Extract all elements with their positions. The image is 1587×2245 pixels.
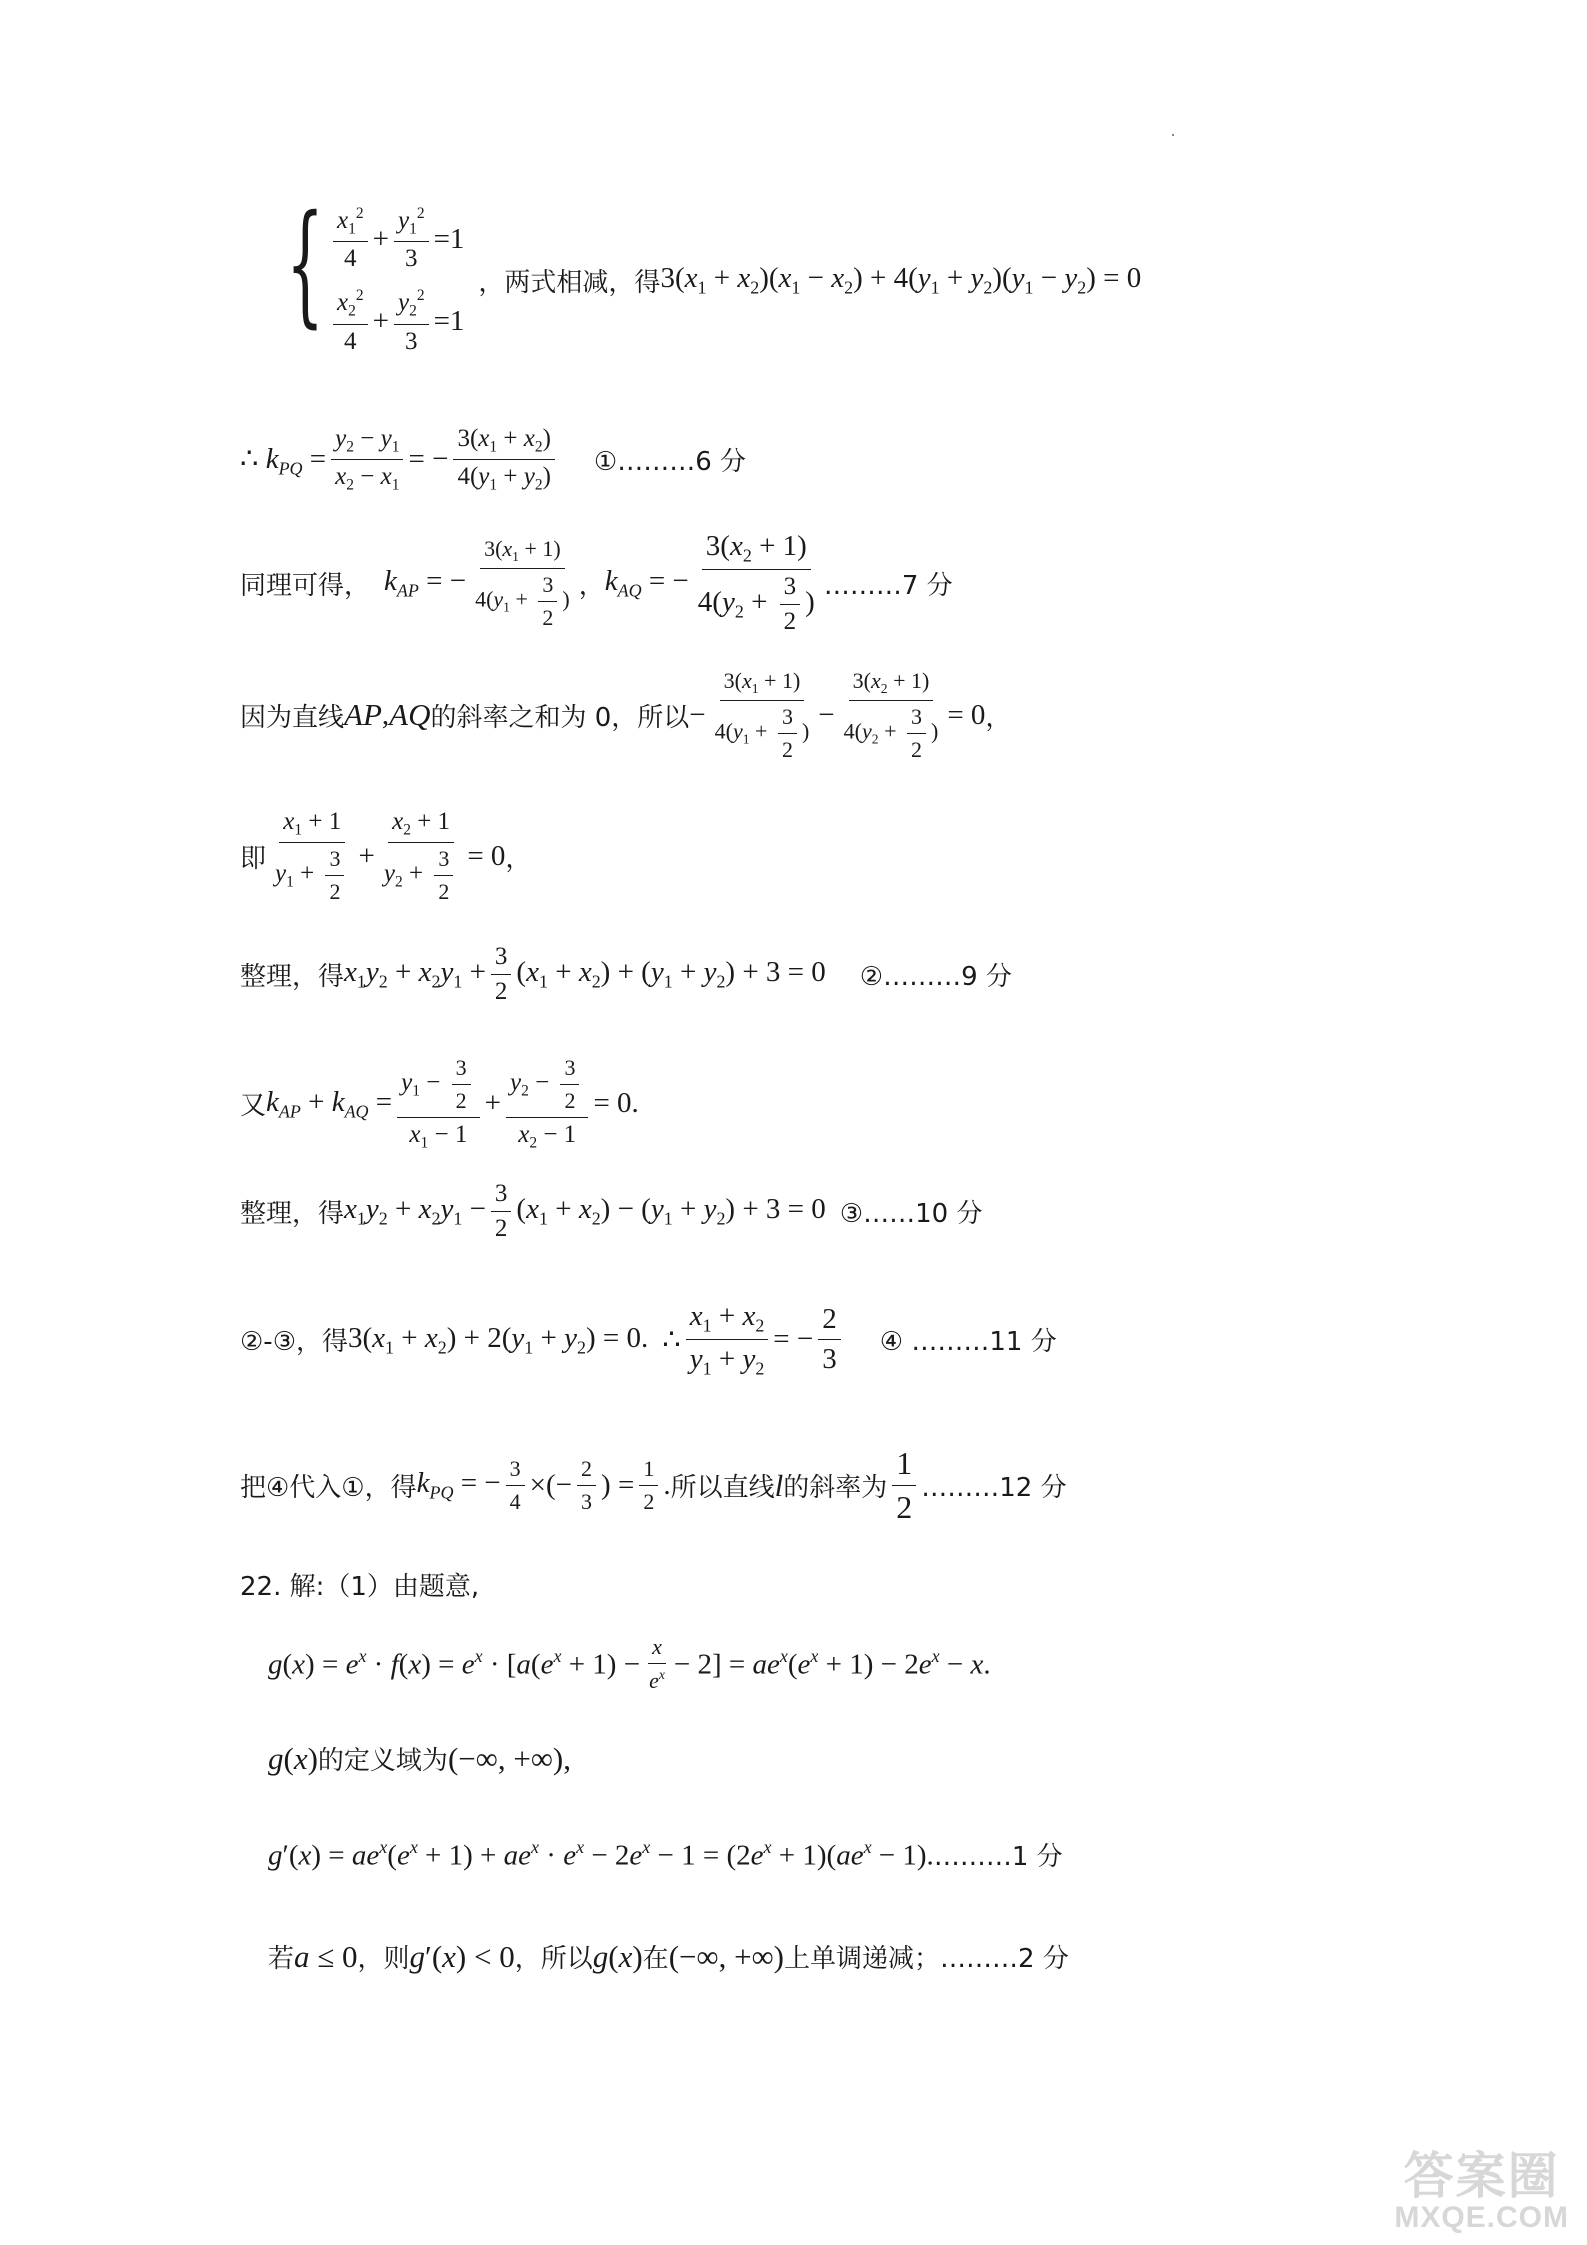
line-case-a-nonpositive: 若 a ≤ 0 ，则 g′(x) < 0 ，所以 g(x) 在 (−∞, +∞) 上单调递减； ………2 分: [268, 1938, 1069, 1974]
line15-d: 在: [642, 1944, 669, 1974]
line-eq4: ②-③，得 $3(x_1 + x_2) + 2(y_1 + y_2) = 0$. ∴ $\frac{x_1 + x_2}{y_1 + y_2}$ = − $\frac{2}{3}$ ④ ………11 分: [240, 1300, 1057, 1379]
line-eq2: 整理，得 $x_1y_2 + x_2y_1$ + $\frac{3}{2}$ $(x_1 + x_2) + (y_1 + y_2) + 3 = 0$ ②………9 分: [240, 943, 1012, 1005]
equation-system: { $\frac{x_1^2}{4}$ + $\frac{y_1^2}{3}$ =1 $\frac{x_2^2}{4}$ + $\frac{y_2^2}{3}$ =1: [286, 187, 465, 355]
line-derivative: $g'(x) = ae^x(e^x + 1) + ae^x \cdot e^x - 2e^x - 1 = (2e^x + 1)(ae^x - 1)$. ………1 分: [268, 1836, 1063, 1872]
line13-text: 的定义域为: [317, 1746, 448, 1776]
line-slope-sum: 因为直线 AP , AQ 的斜率之和为 0，所以 − $3(x_1 + 1)$ $4(y_1$ + $\frac{3}{2}$ ) − $3(x_2 + 1)$ $4(y_2$ + $\frac{3}{2}$ ) = 0 ，: [240, 668, 1012, 762]
line10-text: 所以直线: [670, 1473, 775, 1503]
line15-b: ，则: [357, 1944, 410, 1974]
line-kap-plus-kaq: 又 $k_{AP} + k_{AQ}$ = $y_1$ − $\frac{3}{2}$ $x_1 - 1$ + $y_2$ − $\frac{3}{2}$ $x_2 - 1$ = 0.: [240, 1055, 639, 1152]
line15-score: ………2 分: [940, 1944, 1069, 1974]
watermark-site: MXQE.COM: [1394, 2201, 1569, 2234]
watermark-logo: [1394, 2147, 1569, 2235]
line7-prefix: 又: [240, 1091, 267, 1122]
line-g-definition: $g(x) = e^x \cdot f(x) = e^x \cdot [a(e^x + 1)$ − $\frac{x}{e^x}$ − $2] = ae^x(e^x + 1) - 2e^x - x$.: [268, 1634, 991, 1693]
line-simplified-sum: 即 $x_1 + 1$ $y_1$ + $\frac{3}{2}$ + $x_2 + 1$ $y_2$ + $\frac{3}{2}$ = 0 ，: [240, 808, 532, 905]
line6-prefix: 整理，得: [240, 962, 345, 992]
line-domain: g(x) 的定义域为 (−∞, +∞),: [268, 1740, 571, 1776]
line10-score: ………12 分: [921, 1473, 1067, 1503]
line-system-equations: { $\frac{x_1^2}{4}$ + $\frac{y_1^2}{3}$ =1 $\frac{x_2^2}{4}$ + $\frac{y_2^2}{3}$ =1 ，两式相减，得 $3(x_1 + x_2)(x_1 - x_2) + 4(y_1 + y_2)(y_1 - y_2) = 0$: [240, 205, 1141, 356]
line-eq3: 整理，得 $x_1y_2 + x_2y_1$ − $\frac{3}{2}$ $(x_1 + x_2) - (y_1 + y_2) + 3 = 0$ ③……10 分: [240, 1180, 983, 1242]
line15-c: ，所以: [514, 1944, 593, 1974]
watermark-logo-text: 答案圈: [1403, 2147, 1560, 2205]
line3-prefix: 同理可得，: [240, 570, 371, 601]
line4-text-b: 的斜率之和为 0，所以: [430, 702, 690, 733]
line1-text: ，两式相减，得: [478, 267, 661, 298]
line2-score: ①………6 分: [593, 447, 747, 478]
line10-prefix: 把④代入①，得: [240, 1473, 417, 1503]
line-substitute: 把④代入①，得 $k_{PQ}$ = − $\frac{3}{4}$ ×(− $\frac{2}{3}$ ) = $\frac{1}{2}$ . 所以直线 l 的斜率为 $\frac{1}{2}$ ………12 分: [240, 1445, 1067, 1525]
stray-dot: [1172, 134, 1174, 136]
line14-score: ………1 分: [933, 1842, 1063, 1872]
line8-prefix: 整理，得: [240, 1199, 345, 1229]
line9-prefix: ②-③，得: [240, 1327, 348, 1358]
line8-score: ③……10 分: [839, 1199, 983, 1229]
line-kpq: ∴ $k_{PQ}$ = $\frac{y_2 - y_1}{x_2 - x_1}$ = − $\frac{3(x_1 + x_2)}{4(y_1 + y_2)}$ ①………6 分: [240, 425, 747, 494]
line15-a: 若: [268, 1944, 295, 1974]
line10-text2: 的斜率为: [783, 1473, 888, 1503]
line6-score: ②………9 分: [859, 962, 1012, 992]
question-22-heading: 22. 解:（1）由题意,: [240, 1572, 480, 1602]
line4-text-a: 因为直线: [240, 702, 345, 733]
line15-e: 上单调递减；: [784, 1944, 941, 1974]
line5-prefix: 即: [240, 844, 267, 875]
line3-score: ………7 分: [823, 570, 953, 601]
line9-score: ④ ………11 分: [879, 1327, 1057, 1358]
line-kap-kaq: 同理可得， $k_{AP}$ = − $3(x_1 + 1)$ $4(y_1$ + $\frac{3}{2}$ ) ， $k_{AQ}$ = − $3(x_2 + 1)$ $4(y_2$ + $\frac{3}{2}$ ) ………7 分: [240, 530, 953, 636]
